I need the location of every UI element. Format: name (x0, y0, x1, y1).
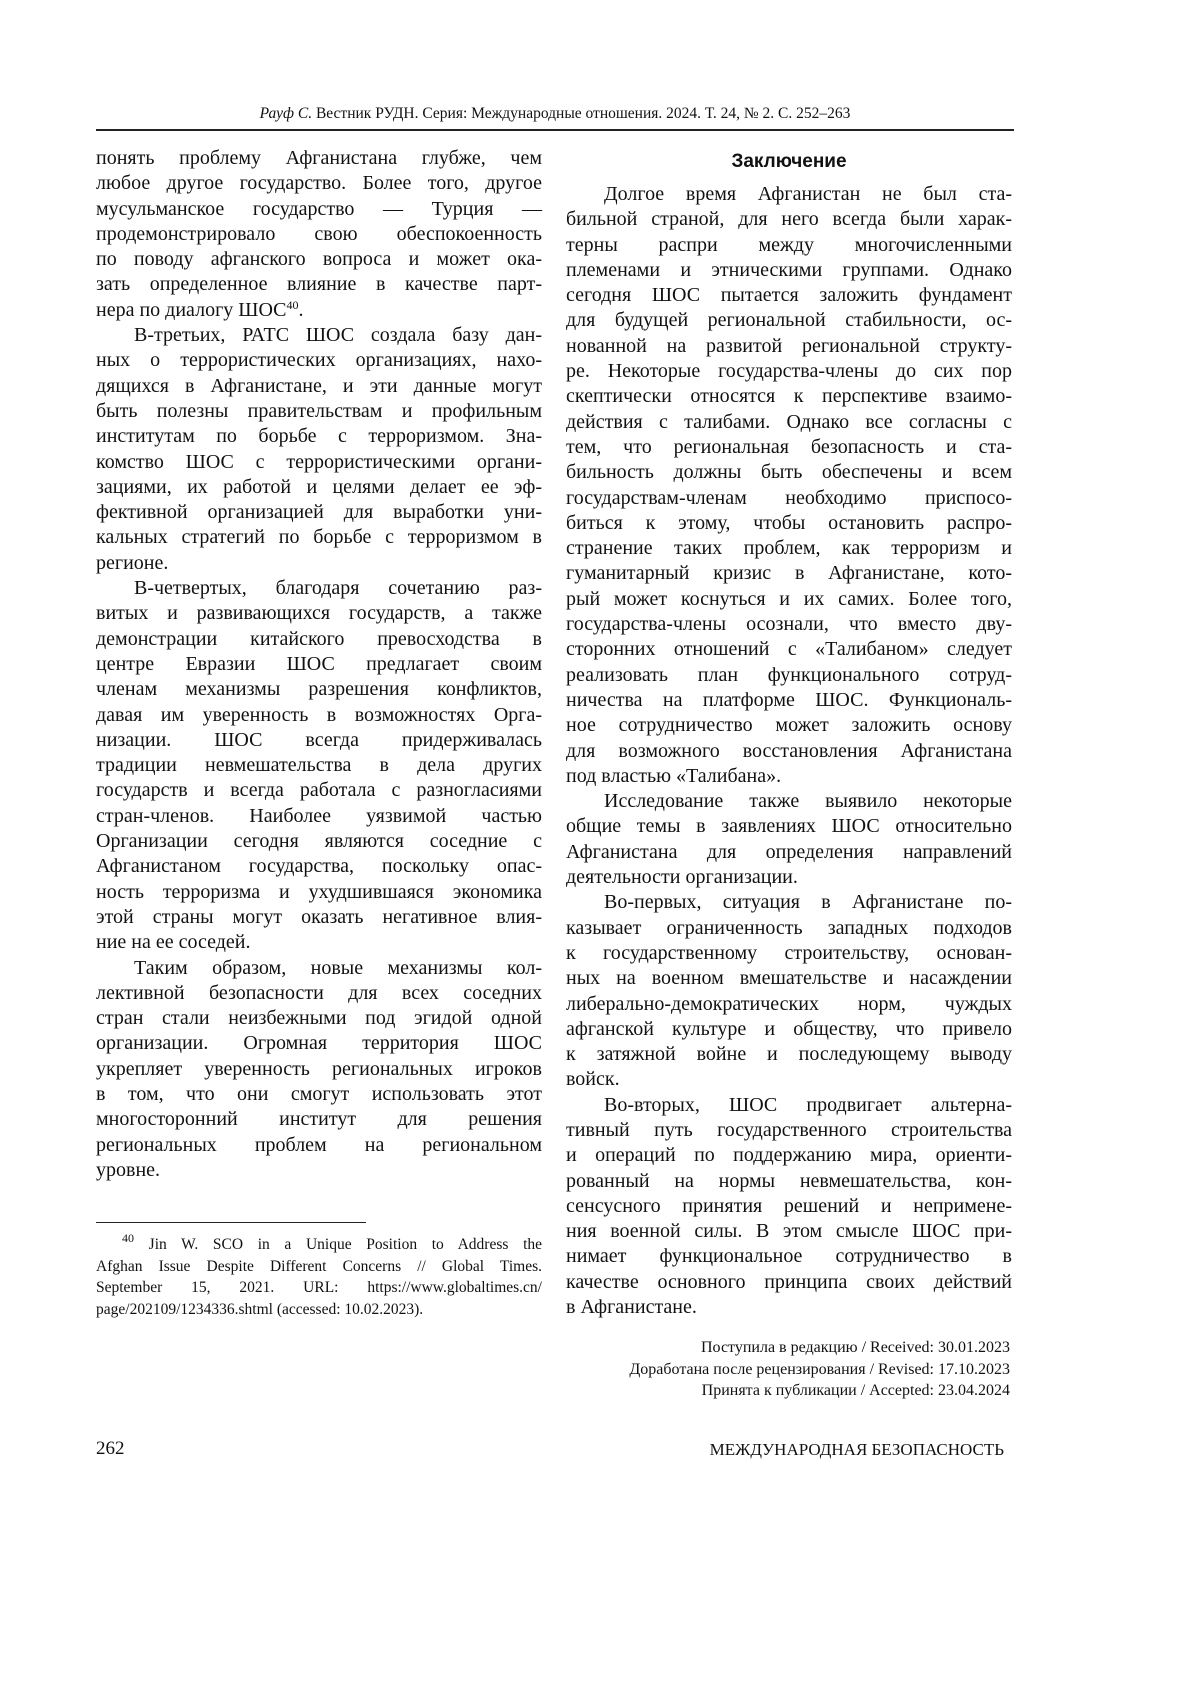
paragraph (566, 182, 1012, 789)
text-line: Афганистаном государства, поскольку опас- (96, 854, 542, 879)
text-line: тивный путь государственного строительства (566, 1118, 1012, 1143)
text-line: сторонних отношений с «Талибаном» следует (566, 637, 1012, 662)
text-line: терны распри между многочисленными (566, 233, 1012, 258)
text-line: Афганистана для определения направлений (566, 840, 1012, 865)
footnote-number: 40 (122, 1231, 134, 1245)
text-line: и операций по поддержанию мира, ориенти- (566, 1143, 1012, 1168)
footnote-line (96, 1234, 542, 1256)
text-line: нованной на развитой региональной структу- (566, 334, 1012, 359)
text-line: стран-членов. Наиболее уязвимой частью (96, 804, 542, 829)
footnote-text: September 15, 2021. URL: https://www.globaltimes.cn/ (96, 1279, 542, 1296)
text-line: региональных проблем на региональном (96, 1133, 542, 1158)
text-line: стран стали неизбежными под эгидой одной (96, 1006, 542, 1031)
text-line: биться к этому, чтобы остановить распро- (566, 511, 1012, 536)
text-line: государствам-членам необходимо приспосо- (566, 486, 1012, 511)
text-line: ность терроризма и ухудшившаяся экономика (96, 880, 542, 905)
text-line: рый может коснуться и их самих. Более того, (566, 587, 1012, 612)
text-span: . (298, 299, 303, 321)
text-line: уровне. (96, 1158, 542, 1183)
text-line: Организации сегодня являются соседние с (96, 829, 542, 854)
text-line: комство ШОС с террористическими органи- (96, 450, 542, 475)
text-line: В-четвертых, благодаря сочетанию раз- (96, 576, 542, 601)
text-line: быть полезны правительствам и профильным (96, 399, 542, 424)
footnote-line (96, 1256, 542, 1278)
section-name: МЕЖДУНАРОДНАЯ БЕЗОПАСНОСТЬ (710, 1440, 1004, 1460)
text-line: бильность должны быть обеспечены и всем (566, 460, 1012, 485)
text-line: кальных стратегий по борьбе с терроризмом в (96, 525, 542, 550)
text-line: ных о террористических организациях, нахо- (96, 348, 542, 373)
text-line: племенами и этническими группами. Однако (566, 258, 1012, 283)
section-heading: Заключение (566, 146, 1012, 182)
text-line: афганской культуре и обществу, что привело (566, 1017, 1012, 1042)
header-rule (96, 129, 1014, 131)
text-line: низации. ШОС всегда придерживалась (96, 728, 542, 753)
text-line: в Афганистане. (566, 1295, 1012, 1320)
text-line: реализовать план функционального сотруд- (566, 663, 1012, 688)
text-line: ное сотрудничество может заложить основу (566, 713, 1012, 738)
publication-dates (629, 1337, 1010, 1402)
text-line: Таким образом, новые механизмы кол- (96, 956, 542, 981)
text-line: регионе. (96, 551, 542, 576)
text-line: дящихся в Афганистане, и эти данные могут (96, 374, 542, 399)
text-line: казывает ограниченность западных подходов (566, 916, 1012, 941)
text-line: понять проблему Афганистана глубже, чем (96, 146, 542, 171)
text-line: Во-вторых, ШОС продвигает альтерна- (566, 1093, 1012, 1118)
text-line: действия с талибами. Однако все согласны с (566, 410, 1012, 435)
text-line: этой страны могут оказать негативное влия- (96, 905, 542, 930)
footnote (96, 1234, 542, 1320)
text-line: странение таких проблем, как терроризм и (566, 536, 1012, 561)
text-line: государств и всегда работала с разногласиями (96, 778, 542, 803)
text-line: лективной безопасности для всех соседних (96, 981, 542, 1006)
text-line (96, 298, 542, 323)
text-line: Исследование также выявило некоторые (566, 789, 1012, 814)
revised-date: Доработана после рецензирования / Revised: 17.10.2023 (629, 1359, 1010, 1381)
citation: Вестник РУДН. Серия: Международные отношения. 2024. Т. 24, № 2. С. 252–263 (312, 105, 850, 122)
footnote-line (96, 1299, 542, 1321)
text-line: ных на военном вмешательстве и насаждении (566, 966, 1012, 991)
text-line: тем, что региональная безопасность и ста- (566, 435, 1012, 460)
text-line: в том, что они смогут использовать этот (96, 1082, 542, 1107)
paragraph (566, 1093, 1012, 1321)
author-name: Рауф С. (260, 105, 312, 122)
paragraph (566, 789, 1012, 890)
text-line: продемонстрировало свою обеспокоенность (96, 222, 542, 247)
text-line: ничества на платформе ШОС. Функциональ- (566, 688, 1012, 713)
paragraph (96, 323, 542, 576)
text-line: нимает функциональное сотрудничество в (566, 1244, 1012, 1269)
text-line: войск. (566, 1067, 1012, 1092)
text-line: Во-первых, ситуация в Афганистане по- (566, 890, 1012, 915)
text-line: бильной страной, для него всегда были харак- (566, 207, 1012, 232)
text-line: под властью «Талибана». (566, 764, 1012, 789)
text-line: качестве основного принципа своих действий (566, 1270, 1012, 1295)
text-line: для будущей региональной стабильности, ос- (566, 308, 1012, 333)
text-line: зать определенное влияние в качестве парт- (96, 272, 542, 297)
text-line: для возможного восстановления Афганистана (566, 739, 1012, 764)
text-line: центре Евразии ШОС предлагает своим (96, 652, 542, 677)
text-line: давая им уверенность в возможностях Орга- (96, 703, 542, 728)
text-line: институтам по борьбе с терроризмом. Зна- (96, 424, 542, 449)
text-line: сенсусного принятия решений и непримене- (566, 1194, 1012, 1219)
footnote-text: page/202109/1234336.shtml (accessed: 10.02.2023). (96, 1301, 423, 1318)
paragraph (96, 956, 542, 1184)
footnote-text: Afghan Issue Despite Different Concerns // Global Times. (96, 1258, 542, 1275)
text-line: организации. Огромная территория ШОС (96, 1031, 542, 1056)
text-line: сегодня ШОС пытается заложить фундамент (566, 283, 1012, 308)
accepted-date: Принята к публикации / Accepted: 23.04.2024 (629, 1380, 1010, 1402)
received-date: Поступила в редакцию / Received: 30.01.2023 (629, 1337, 1010, 1359)
paragraph (96, 146, 542, 323)
text-line: по поводу афганского вопроса и может ока- (96, 247, 542, 272)
text-line: либерально-демократических норм, чуждых (566, 992, 1012, 1017)
text-line: к затяжной войне и последующему выводу (566, 1042, 1012, 1067)
text-line: зациями, их работой и целями делает ее эф- (96, 475, 542, 500)
page-number: 262 (96, 1438, 125, 1460)
footnote-reference: 40 (286, 298, 298, 312)
text-line: ре. Некоторые государства-члены до сих пор (566, 359, 1012, 384)
text-line: многосторонний институт для решения (96, 1107, 542, 1132)
text-line: членам механизмы разрешения конфликтов, (96, 677, 542, 702)
text-line: общие темы в заявлениях ШОС относительно (566, 814, 1012, 839)
text-line: В-третьих, РАТС ШОС создала базу дан- (96, 323, 542, 348)
paragraph (566, 890, 1012, 1092)
text-line: фективной организацией для выработки уни- (96, 500, 542, 525)
text-line: традиции невмешательства в дела других (96, 753, 542, 778)
text-line: укрепляет уверенность региональных игроков (96, 1057, 542, 1082)
text-line: демонстрации китайского превосходства в (96, 627, 542, 652)
text-line: скептически относятся к перспективе взаимо- (566, 384, 1012, 409)
paragraph (96, 576, 542, 955)
text-line: государства-члены осознали, что вместо дву- (566, 612, 1012, 637)
text-line: витых и развивающихся государств, а также (96, 601, 542, 626)
text-span: нера по диалогу ШОС (96, 299, 286, 321)
text-line: любое другое государство. Более того, другое (96, 171, 542, 196)
journal-page (0, 0, 1200, 1698)
left-column (96, 146, 542, 1183)
text-line: рованный на нормы невмешательства, кон- (566, 1169, 1012, 1194)
text-line: к государственному строительству, основан- (566, 941, 1012, 966)
running-head (96, 105, 1014, 123)
text-line: Долгое время Афганистан не был ста- (566, 182, 1012, 207)
text-line: деятельности организации. (566, 865, 1012, 890)
text-line: мусульманское государство — Турция — (96, 197, 542, 222)
text-line: ние на ее соседей. (96, 930, 542, 955)
footnote-line (96, 1277, 542, 1299)
right-column (566, 146, 1012, 1320)
footnote-rule (96, 1222, 366, 1223)
text-line: гуманитарный кризис в Афганистане, кото- (566, 561, 1012, 586)
text-line: ния военной силы. В этом смысле ШОС при- (566, 1219, 1012, 1244)
footnote-text: Jin W. SCO in a Unique Position to Address the (149, 1236, 542, 1253)
